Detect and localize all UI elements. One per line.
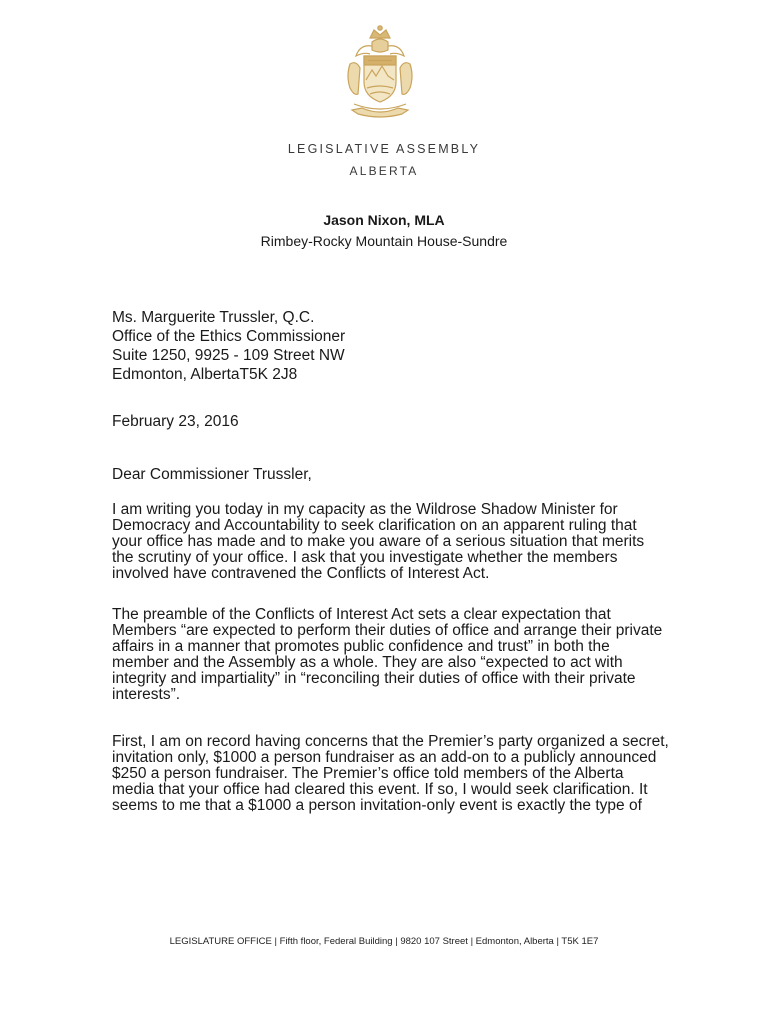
- body-paragraph-2: [112, 606, 663, 703]
- body-paragraph-3: [112, 733, 669, 814]
- paragraph-line: the scrutiny of your office. I ask that you investigate whether the members: [112, 549, 618, 566]
- paragraph-line: member and the Assembly as a whole. They are also “expected to act with: [112, 654, 623, 671]
- paragraph-line: seems to me that a $1000 a person invitation-only event is exactly the type of: [112, 797, 642, 814]
- province-name: ALBERTA: [349, 164, 419, 178]
- paragraph-line: The preamble of the Conflicts of Interest Act sets a clear expectation that: [112, 606, 611, 623]
- paragraph-line: affairs in a manner that promotes public confidence and trust” in both the: [112, 638, 610, 655]
- paragraph-line: involved have contravened the Conflicts of Interest Act.: [112, 565, 490, 582]
- member-name: Jason Nixon, MLA: [323, 212, 445, 228]
- footer-office-address: LEGISLATURE OFFICE | Fifth floor, Federal Building | 9820 107 Street | Edmonton, Alberta | T5K 1E7: [169, 936, 599, 947]
- paragraph-line: your office has made and to make you aware of a serious situation that merits: [112, 533, 645, 550]
- paragraph-line: invitation only, $1000 a person fundraiser as an add-on to a publicly announced: [112, 749, 657, 766]
- paragraph-line: $250 a person fundraiser. The Premier’s office told members of the Alberta: [112, 765, 624, 782]
- recipient-city: Edmonton, AlbertaT5K 2J8: [112, 366, 298, 383]
- paragraph-line: Members “are expected to perform their duties of office and arrange their private: [112, 622, 663, 639]
- paragraph-line: interests”.: [112, 686, 181, 703]
- paragraph-line: I am writing you today in my capacity as the Wildrose Shadow Minister for: [112, 501, 618, 518]
- salutation: Dear Commissioner Trussler,: [112, 466, 312, 483]
- paragraph-line: First, I am on record having concerns that the Premier’s party organized a secret,: [112, 733, 669, 750]
- recipient-name: Ms. Marguerite Trussler, Q.C.: [112, 309, 315, 326]
- assembly-name: LEGISLATIVE ASSEMBLY: [287, 142, 481, 156]
- body-paragraph-1: [112, 502, 652, 582]
- recipient-address-block: [112, 308, 672, 384]
- recipient-office: Office of the Ethics Commissioner: [112, 328, 346, 345]
- paragraph-line: media that your office had cleared this event. If so, I would seek clarification. It: [112, 781, 648, 798]
- letter-date: February 23, 2016: [112, 413, 239, 430]
- alberta-coat-of-arms-icon: [336, 24, 424, 120]
- riding-name: Rimbey-Rocky Mountain House-Sundre: [260, 233, 508, 249]
- paragraph-line: integrity and impartiality” in “reconciling their duties of office with their private: [112, 670, 636, 687]
- paragraph-line: Democracy and Accountability to seek clarification on an apparent ruling that: [112, 517, 637, 534]
- recipient-street: Suite 1250, 9925 - 109 Street NW: [112, 347, 345, 364]
